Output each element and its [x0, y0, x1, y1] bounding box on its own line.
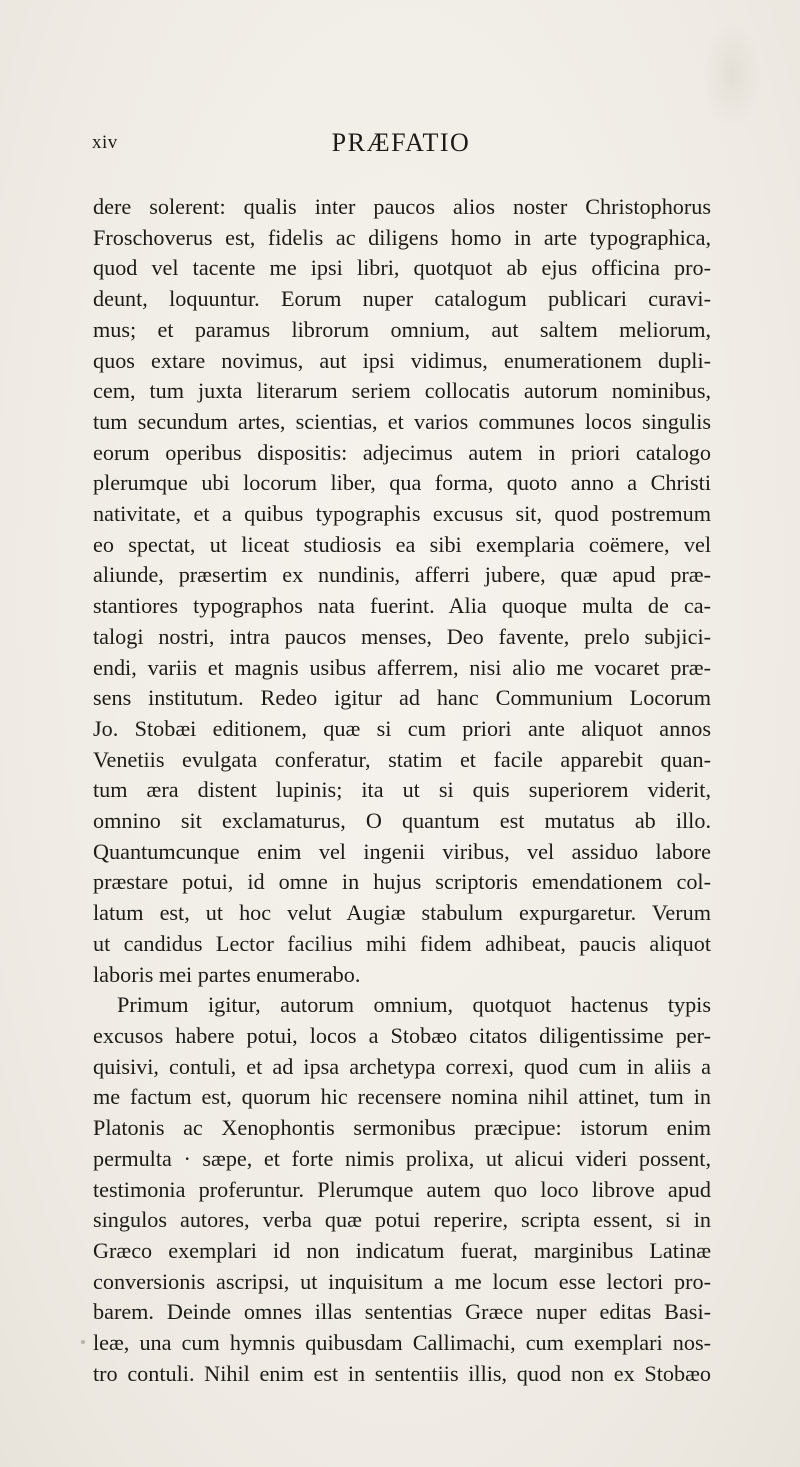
page-number: xiv: [92, 132, 118, 153]
body-text: [93, 192, 711, 1389]
running-title: PRÆFATIO: [331, 128, 471, 157]
text-line: tum æra distent lupinis; ita ut si quis superiorem viderit,: [93, 777, 711, 803]
text-line: plerumque ubi locorum liber, qua forma, quoto anno a Christi: [93, 470, 711, 496]
text-line: me factum est, quorum hic recensere nomina nihil attinet, tum in: [93, 1084, 711, 1110]
text-line: ut candidus Lector facilius mihi fidem adhibeat, paucis aliquot: [93, 930, 711, 956]
text-line: Græco exemplari id non indicatum fuerat, marginibus Latinæ: [93, 1237, 711, 1263]
text-line: quisivi, contuli, et ad ipsa archetypa correxi, quod cum in aliis a: [93, 1053, 711, 1079]
text-line: eorum operibus dispositis: adjecimus autem in priori catalogo: [93, 439, 711, 465]
text-line: conversionis ascripsi, ut inquisitum a me locum esse lectori pro-: [93, 1268, 711, 1294]
text-line: talogi nostri, intra paucos menses, Deo favente, prelo subjici-: [93, 623, 711, 649]
text-line: cem, tum juxta literarum seriem collocatis autorum nominibus,: [93, 378, 711, 404]
text-line: endi, variis et magnis usibus afferrem, nisi alio me vocaret præ-: [93, 654, 711, 680]
text-line: Froschoverus est, fidelis ac diligens homo in arte typographica,: [93, 224, 711, 250]
text-line: quod vel tacente me ipsi libri, quotquot ab ejus officina pro-: [93, 255, 711, 281]
text-line: excusos habere potui, locos a Stobæo citatos diligentissime per-: [93, 1022, 711, 1048]
text-line: permulta · sæpe, et forte nimis prolixa, ut alicui videri possent,: [93, 1145, 711, 1171]
text-line: Jo. Stobæi editionem, quæ si cum priori ante aliquot annos: [93, 715, 711, 741]
paper-stain: [702, 20, 762, 130]
text-line: omnino sit exclamaturus, O quantum est mutatus ab illo.: [93, 808, 711, 834]
text-line: barem. Deinde omnes illas sententias Græce nuper editas Basi-: [93, 1299, 711, 1325]
text-line: singulos autores, verba quæ potui reperire, scripta essent, si in: [93, 1207, 711, 1233]
text-line: quos extare novimus, aut ipsi vidimus, enumerationem dupli-: [93, 347, 711, 373]
paper-speck: [81, 1340, 85, 1344]
text-line-paragraph-start: Primum igitur, autorum omnium, quotquot hactenus typis: [117, 992, 711, 1018]
text-line: stantiores typographos nata fuerint. Alia quoque multa de ca-: [93, 593, 711, 619]
running-head: [92, 128, 710, 168]
text-line: nativitate, et a quibus typographis excusus sit, quod postremum: [93, 501, 711, 527]
text-line: leæ, una cum hymnis quibusdam Callimachi, cum exemplari nos-: [93, 1330, 711, 1356]
text-line: eo spectat, ut liceat studiosis ea sibi exemplaria coëmere, vel: [93, 531, 711, 557]
text-line: præstare potui, id omne in hujus scriptoris emendationem col-: [93, 869, 711, 895]
text-line: tum secundum artes, scientias, et varios communes locos singulis: [93, 408, 711, 434]
text-line: testimonia proferuntur. Plerumque autem quo loco librove apud: [93, 1176, 711, 1202]
text-line: mus; et paramus librorum omnium, aut saltem meliorum,: [93, 316, 711, 342]
text-line: aliunde, præsertim ex nundinis, afferri jubere, quæ apud præ-: [93, 562, 711, 588]
text-line: latum est, ut hoc velut Augiæ stabulum expurgaretur. Verum: [93, 900, 711, 926]
text-line: Quantumcunque enim vel ingenii viribus, vel assiduo labore: [93, 838, 711, 864]
text-line: sens institutum. Redeo igitur ad hanc Communium Locorum: [93, 685, 711, 711]
text-line: dere solerent: qualis inter paucos alios noster Christophorus: [93, 194, 711, 219]
text-line: deunt, loquuntur. Eorum nuper catalogum publicari curavi-: [93, 286, 711, 312]
text-line: Platonis ac Xenophontis sermonibus præcipue: istorum enim: [93, 1115, 711, 1141]
text-line-catchword: tro contuli. Nihil enim est in sententiis illis, quod non ex Stobæo: [93, 1360, 711, 1386]
text-line-paragraph-end: laboris mei partes enumerabo.: [93, 961, 361, 987]
text-line: Venetiis evulgata conferatur, statim et facile apparebit quan-: [93, 746, 711, 772]
